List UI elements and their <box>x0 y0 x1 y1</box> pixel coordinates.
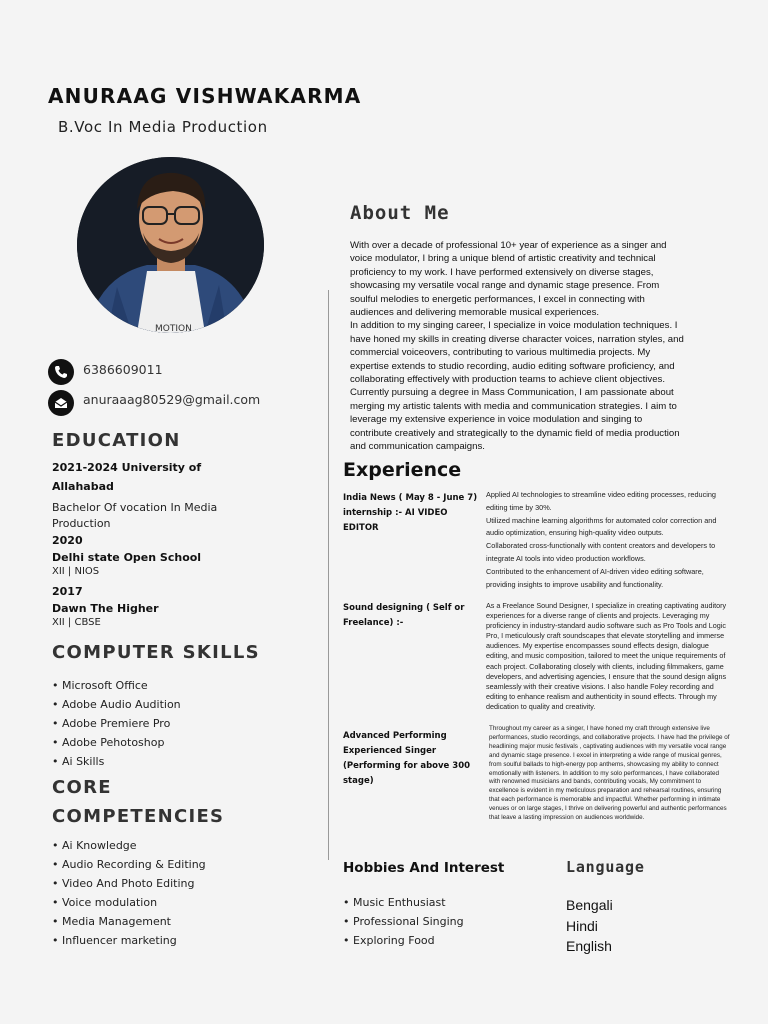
about-line: have honed my skills in creating diverse character voices, narration styles, and <box>350 333 684 345</box>
desc-line: As a Freelance Sound Designer, I specialize in creating captivating auditory <box>486 601 727 610</box>
desc-line: seamlessly with their creative visions. I also handle Foley recording and <box>486 681 714 691</box>
desc-line: venues or on large stages, I thrive on delivering powerful and authentic performances <box>489 805 727 813</box>
language-list <box>566 895 613 957</box>
desc-line: developers, and advertising agencies, I ensure that the sound design aligns <box>486 671 727 681</box>
profile-photo-illustration <box>77 157 264 333</box>
education-line: 2021-2024 University of <box>52 461 202 474</box>
desc-line: Contributed to the enhancement of AI-driven video editing software, <box>486 566 704 576</box>
about-text <box>350 239 712 454</box>
list-item: • Adobe Pehotoshop <box>52 733 181 752</box>
about-line: merging my artistic talents with media and communication strategies. I aim to <box>350 400 677 412</box>
about-line: collaborating effectively with production teams to achieve client objectives. <box>350 374 665 386</box>
core-heading-line2: COMPETENCIES <box>52 806 225 827</box>
experience-description <box>486 489 758 591</box>
role-line: Freelance) :- <box>343 618 404 628</box>
list-item: • Ai Knowledge <box>52 836 206 855</box>
desc-line: providing insights to improve usability and functionality. <box>486 579 664 589</box>
core-heading-line1: CORE <box>52 777 112 798</box>
desc-line: proficiency in industry-standard audio software such as Pro Tools and Logic <box>486 621 726 631</box>
education-detail: XII | NIOS <box>52 566 100 577</box>
about-line: audiences and delivering memorable musical experiences. <box>350 307 600 319</box>
language-item: Bengali <box>566 897 613 913</box>
desc-line: Utilized machine learning algorithms for automated color correction and <box>486 515 717 525</box>
about-line: In addition to my singing career, I specialize in voice modulation techniques. I <box>350 320 678 332</box>
desc-line: Throughout my career as a singer, I have honed my craft through extensive live <box>489 725 710 732</box>
column-divider <box>328 290 329 860</box>
core-competencies-list <box>52 836 206 950</box>
desc-line: Pro, I meticulously craft soundscapes that elevate storytelling and immerse <box>486 631 725 641</box>
about-line: Currently pursuing a degree in Mass Communication, I am passionate about <box>350 387 674 399</box>
desc-line: audio optimization, ensuring high-quality video outputs. <box>486 528 664 538</box>
desc-line: integrate AI tools into video production workflows. <box>486 553 646 563</box>
computer-skills-list <box>52 676 181 771</box>
list-item: • Music Enthusiast <box>343 893 464 912</box>
desc-line: dedication to quality and creativity. <box>486 701 596 711</box>
education-year: 2020 <box>52 534 83 547</box>
desc-line: Collaborated cross-functionally with content creators and developers to <box>486 541 716 551</box>
about-line: proficiency to my work. I have performed extensively on diverse stages, <box>350 266 654 278</box>
shirt-text: MOTION <box>155 324 192 333</box>
about-line: showcasing my versatile vocal range and dynamic stage presence. From <box>350 280 660 292</box>
education-year: 2017 <box>52 585 83 598</box>
education-detail: XII | CBSE <box>52 617 101 628</box>
experience-role <box>343 601 483 631</box>
list-item: • Adobe Audio Audition <box>52 695 181 714</box>
list-item: • Professional Singing <box>343 912 464 931</box>
desc-line: editing to enhance realism and authenticity in sound effects. Through my <box>486 691 717 701</box>
phone-number[interactable]: 6386609011 <box>83 362 163 377</box>
desc-line: editing time by 30%. <box>486 502 552 512</box>
language-item: English <box>566 938 612 954</box>
desc-line: performances, studio recordings, and collaborative projects. I have had the privilege of <box>489 733 730 741</box>
desc-line: editing, and music composition, tailored to meet the unique requirements of <box>486 651 726 661</box>
hobbies-list <box>343 893 464 950</box>
experience-description <box>486 601 760 712</box>
education-degree: Bachelor Of vocation In Media <box>52 501 218 514</box>
list-item: • Video And Photo Editing <box>52 874 206 893</box>
computer-skills-heading: COMPUTER SKILLS <box>52 642 260 663</box>
role-line: (Performing for above 300 <box>343 761 471 771</box>
role-line: India News ( May 8 - June 7) <box>343 493 478 503</box>
phone-icon <box>48 359 74 385</box>
desc-line: that leave a lasting impression on audiences worldwide. <box>489 814 645 822</box>
email-icon <box>48 390 74 416</box>
about-line: contribute creatively and strategically to the dynamic field of media production <box>350 427 680 439</box>
desc-line: headlining major music festivals , captivating audiences with my versatile vocal range <box>489 742 727 750</box>
desc-line: from soulful ballads to high-energy pop anthems, showcasing my ability to connect <box>489 760 719 768</box>
language-item: Hindi <box>566 917 598 934</box>
list-item: • Voice modulation <box>52 893 206 912</box>
about-line: voice modulator, I bring a unique blend of artistic creativity and technical <box>350 253 656 265</box>
list-item: • Microsoft Office <box>52 676 181 695</box>
role-line: Sound designing ( Self or <box>343 603 465 613</box>
about-line: With over a decade of professional 10+ year of experience as a singer and <box>350 240 667 251</box>
about-line: leverage my extensive experience in voice modulation and singing to <box>350 414 643 426</box>
role-line: stage) <box>343 776 374 786</box>
experience-role <box>343 491 483 536</box>
education-line: Allahabad <box>52 480 114 493</box>
experience-heading: Experience <box>343 459 462 481</box>
desc-line: each project. Collaborating closely with clients, including filmmakers, game <box>486 661 724 671</box>
desc-line: audiences. My expertise encompasses sound effects design, dialogue <box>486 641 709 651</box>
about-line: commercial voiceovers, contributing to various multimedia projects. My <box>350 347 651 359</box>
desc-line: excellence is evident in my meticulous preparation and rehearsal routines, ensuring <box>489 787 722 795</box>
role-line: Advanced Performing <box>343 731 447 741</box>
desc-line: with renowned musicians and bands, contributing vocals, My commitment to <box>489 778 702 786</box>
about-line: and communication campaigns. <box>350 441 485 453</box>
desc-line: Applied AI technologies to streamline video editing processes, reducing <box>486 490 716 499</box>
about-heading: About Me <box>350 202 450 224</box>
email-address[interactable]: anuraaag80529@gmail.com <box>83 392 261 407</box>
education-degree: Production <box>52 517 111 530</box>
about-line: expertise extends to studio recording, audio editing software proficiency, and <box>350 360 675 372</box>
experience-role <box>343 729 483 789</box>
hobbies-heading: Hobbies And Interest <box>343 860 505 876</box>
list-item: • Influencer marketing <box>52 931 206 950</box>
about-line: soulful melodies to energetic performances, I excel in connecting with <box>350 293 645 305</box>
candidate-name: ANURAAG VISHWAKARMA <box>48 84 362 108</box>
education-heading: EDUCATION <box>52 430 181 451</box>
list-item: • Audio Recording & Editing <box>52 855 206 874</box>
list-item: • Adobe Premiere Pro <box>52 714 181 733</box>
role-line: Experienced Singer <box>343 746 437 756</box>
education-school: Dawn The Higher <box>52 602 159 615</box>
desc-line: and dynamic stage presence. I excel in interpreting a wide range of musical genres, <box>489 751 722 759</box>
role-line: internship :- AI VIDEO <box>343 508 448 518</box>
candidate-title: B.Voc In Media Production <box>58 118 268 136</box>
desc-line: that each performance is memorable and impactful. Whether performing in intimate <box>489 796 721 804</box>
list-item: • Exploring Food <box>343 931 464 950</box>
desc-line: experiences for a diverse range of clients and projects. Leveraging my <box>486 611 710 621</box>
desc-line: emotionally with listeners. In addition to my solo performances, I have collaborated <box>489 769 719 777</box>
education-list <box>52 458 292 628</box>
list-item: • Media Management <box>52 912 206 931</box>
language-heading: Language <box>566 858 645 876</box>
experience-description <box>489 725 759 823</box>
profile-photo <box>77 157 264 333</box>
education-school: Delhi state Open School <box>52 551 202 564</box>
role-line: EDITOR <box>343 523 379 533</box>
list-item: • Ai Skills <box>52 752 181 771</box>
